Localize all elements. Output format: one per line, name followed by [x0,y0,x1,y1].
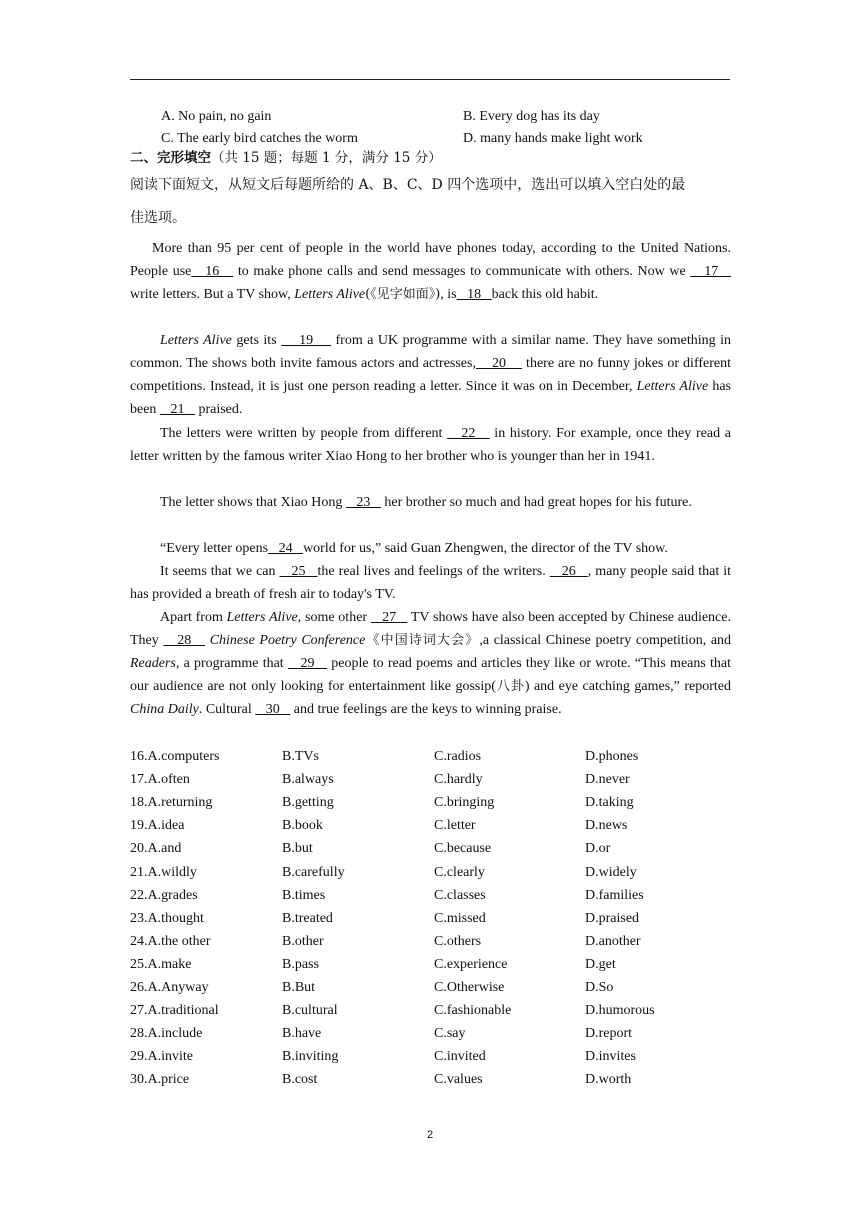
paragraph-7: Apart from Letters Alive, some other 27 TV shows have also been accepted by Chinese audience. They 28 Chinese Poetry Conference《中国诗词大会》,a classical Chinese poetry competition, and Readers, a programme that 29 people to read poems and articles they like or wrote. “This means that our audience are not only looking for entertainment like gossip(八卦) and eye catching games,” reported China Daily. Cultural 30 and true feelings are the keys to winning praise. [130,610,732,717]
question-option[interactable]: D.widely [585,864,637,880]
question-option[interactable]: 25.A.make [130,956,192,972]
blank-22[interactable]: 22 [447,426,490,441]
question-option[interactable]: B.but [282,841,313,857]
question-option[interactable]: C.clearly [434,864,485,880]
section-note: （共 15 题；每题 1 分，满分 15 分） [211,150,442,166]
question-row [130,861,740,884]
question-option[interactable]: B.pass [282,956,319,972]
paragraph-4: The letter shows that Xiao Hong 23 her brother so much and had great hopes for his future. [160,495,692,510]
page-number: 2 [426,1129,434,1141]
question-option[interactable]: 18.A.returning [130,795,213,811]
blank-28[interactable]: 28 [163,633,206,648]
question-row [130,976,740,999]
question-option[interactable]: C.classes [434,887,486,903]
question-row [130,1022,740,1045]
question-option[interactable]: B.But [282,980,316,995]
question-option[interactable]: 27.A.traditional [130,1003,219,1019]
question-option[interactable]: C.fashionable [434,1003,512,1019]
question-row [130,814,740,837]
prev-option-d: D. many hands make light work [463,131,643,146]
question-option[interactable]: B.book [282,818,323,834]
question-option[interactable]: 16.A.computers [130,749,220,764]
question-option[interactable]: D.humorous [585,1003,655,1019]
question-option[interactable]: 21.A.wildly [130,864,197,880]
question-option[interactable]: D.another [585,933,641,949]
blank-19[interactable]: 19 [281,333,332,348]
blank-20[interactable]: 20 [475,356,523,371]
paragraph-5: “Every letter opens 24 world for us,” said Guan Zhengwen, the director of the TV show. [160,541,668,556]
question-option[interactable]: 30.A.price [130,1072,190,1088]
question-option[interactable]: D.worth [585,1072,632,1088]
question-row [130,768,740,791]
question-option[interactable]: B.cost [282,1072,318,1088]
question-option[interactable]: B.treated [282,910,333,926]
question-row [130,791,740,814]
question-option[interactable]: B.getting [282,795,334,811]
question-option[interactable]: C.Otherwise [434,980,505,995]
header-rule [130,79,730,80]
question-option[interactable]: D.get [585,956,616,972]
question-option[interactable]: 26.A.Anyway [130,980,209,995]
blank-27[interactable]: 27 [370,610,408,625]
paragraph-2: Letters Alive gets its 19 from a UK programme with a similar name. They have something in common. The shows both invite famous actors and actresses, 20 there are no funny jokes or different competitions. Instead, it is just one person reading a letter. Since it was on in December, Letters Alive has been 21 praised. [130,333,732,417]
section-heading [130,148,442,169]
prev-option-b: B. Every dog has its day [463,109,600,124]
question-row [130,1068,740,1091]
question-option[interactable]: B.inviting [282,1049,339,1065]
question-option[interactable]: C.letter [434,818,476,834]
question-option[interactable]: D.So [585,980,614,995]
section-title: 二、完形填空 [130,150,211,166]
question-option[interactable]: C.others [434,933,482,949]
question-option[interactable]: 23.A.thought [130,910,204,926]
blank-21[interactable]: 21 [159,402,195,417]
question-option[interactable]: B.other [282,933,324,949]
blank-30[interactable]: 30 [255,702,291,717]
paragraph-6: It seems that we can 25 the real lives and feelings of the writers. 26 , many people said that it has provided a breath of fresh air to today's TV. [130,564,732,602]
question-row [130,745,740,768]
blank-24[interactable]: 24 [268,541,304,556]
question-row [130,907,740,930]
question-option[interactable]: D.never [585,772,630,788]
question-option[interactable]: C.values [434,1072,483,1088]
question-option[interactable]: 19.A.idea [130,818,185,834]
question-option[interactable]: B.times [282,887,326,903]
paragraph-1: More than 95 per cent of people in the world have phones today, according to the United Nations. People use 16 to make phone calls and send messages to communicate with others. Now we 17 write letters. But a TV show, Letters Alive(《见字如面》), is 18 back this old habit. [130,241,732,302]
question-option[interactable]: 20.A.and [130,841,182,857]
instruction-line-1: 阅读下面短文，从短文后每题所给的 A、B、C、D 四个选项中，选出可以填入空白处的最 [130,177,686,193]
question-option[interactable]: C.bringing [434,795,495,811]
blank-29[interactable]: 29 [287,656,328,671]
blank-26[interactable]: 26 [549,564,588,579]
question-row [130,930,740,953]
question-option[interactable]: C.missed [434,910,486,926]
blank-17[interactable]: 17 [690,264,732,279]
question-option[interactable]: C.invited [434,1049,486,1065]
question-option[interactable]: B.always [282,772,334,788]
question-row [130,953,740,976]
instruction-line-2: 佳选项。 [130,210,186,226]
question-option[interactable]: C.hardly [434,772,483,788]
question-option[interactable]: 17.A.often [130,772,190,788]
question-option[interactable]: 29.A.invite [130,1049,193,1065]
question-option[interactable]: B.have [282,1026,322,1042]
question-option[interactable]: C.experience [434,956,508,972]
question-option[interactable]: D.or [585,841,611,857]
question-option[interactable]: 28.A.include [130,1026,203,1042]
blank-16[interactable]: 16 [191,264,234,279]
question-option[interactable]: C.because [434,841,492,857]
question-option[interactable]: C.say [434,1026,466,1042]
question-row [130,837,740,860]
prev-option-a: A. No pain, no gain [161,109,272,124]
question-option[interactable]: D.report [585,1026,633,1042]
question-option[interactable]: D.invites [585,1049,636,1065]
question-option[interactable]: D.phones [585,749,639,764]
blank-23[interactable]: 23 [345,495,381,510]
question-option[interactable]: 22.A.grades [130,887,198,903]
blank-18[interactable]: 18 [456,287,492,302]
question-option[interactable]: D.praised [585,910,640,926]
question-option[interactable]: B.TVs [282,749,319,764]
question-option[interactable]: D.families [585,887,644,903]
question-option[interactable]: B.cultural [282,1003,338,1019]
question-row [130,884,740,907]
question-option[interactable]: D.taking [585,795,634,811]
blank-25[interactable]: 25 [279,564,318,579]
show-title: Letters Alive [294,287,366,302]
question-row [130,999,740,1022]
question-option[interactable]: B.carefully [282,864,345,880]
prev-option-c: C. The early bird catches the worm [161,131,358,146]
question-row [130,1045,740,1068]
paragraph-3: The letters were written by people from different 22 in history. For example, once they read a letter written by the famous writer Xiao Hong to her brother who is younger than her in 1941. [130,426,732,464]
question-option[interactable]: C.radios [434,749,482,764]
question-option[interactable]: 24.A.the other [130,933,211,949]
question-option[interactable]: D.news [585,818,628,834]
